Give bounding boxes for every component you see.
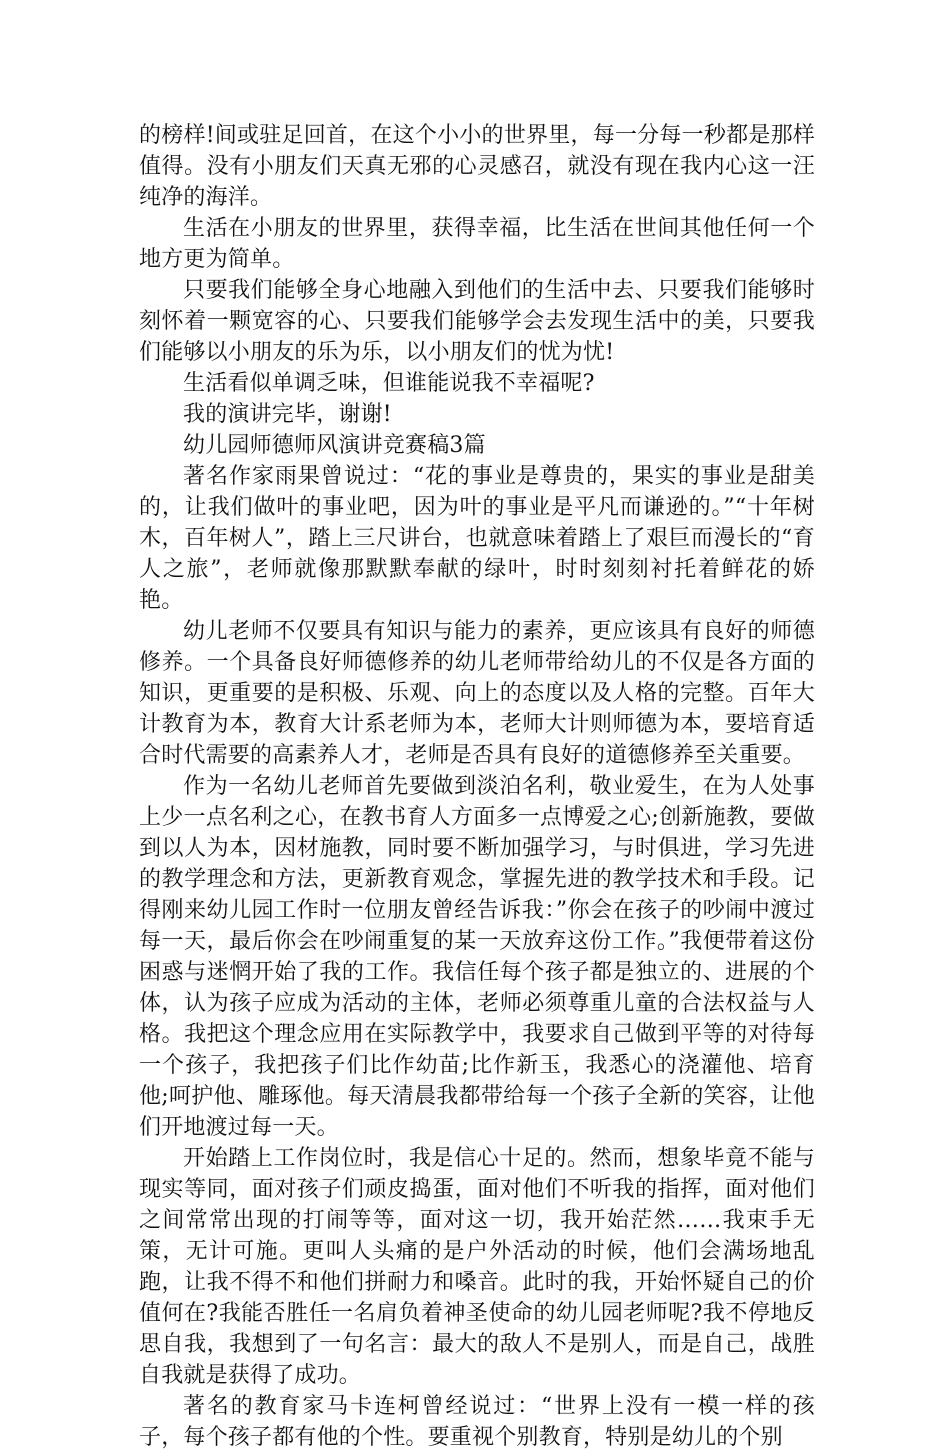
paragraph-8: 幼儿老师不仅要具有知识与能力的素养，更应该具有良好的师德修养。一个具备良好师德修养的幼儿老师带给幼儿的不仅是各方面的知识，更重要的是积极、乐观、向上的态度以及人格的完整。百年大计教育为本，教育大计系老师为本，老师大计则师德为本，要培育适合时代需要的高素养人才，老师是否具有良好的道德修养至关重要。 xyxy=(139,619,815,768)
section-title: 幼儿园师德师风演讲竞赛稿3篇 xyxy=(183,433,486,458)
paragraph-4: 生活看似单调乏味，但谁能说我不幸福呢? xyxy=(183,371,595,396)
paragraph-2: 生活在小朋友的世界里，获得幸福，比生活在世间其他任何一个地方更为简单。 xyxy=(139,216,815,272)
paragraph-1: 的榜样!间或驻足回首，在这个小小的世界里，每一分每一秒都是那样值得。没有小朋友们天真无邪的心灵感召，就没有现在我内心这一汪纯净的海洋。 xyxy=(139,123,815,210)
paragraph-11: 著名的教育家马卡连柯曾经说过：“世界上没有一模一样的孩子，每个孩子都有他的个性。要重视个别教育，特别是幼儿的个别 xyxy=(139,1394,815,1450)
paragraph-3: 只要我们能够全身心地融入到他们的生活中去、只要我们能够时刻怀着一颗宽容的心、只要我们能够学会去发现生活中的美，只要我们能够以小朋友的乐为乐，以小朋友们的忧为忧! xyxy=(139,278,815,365)
paragraph-10: 开始踏上工作岗位时，我是信心十足的。然而，想象毕竟不能与现实等同，面对孩子们顽皮捣蛋，面对他们不听我的指挥，面对他们之间常常出现的打闹等等，面对这一切，我开始茫然……我束手无策，无计可施。更叫人头痛的是户外活动的时候，他们会满场地乱跑，让我不得不和他们拼耐力和嗓音。此时的我，开始怀疑自己的价值何在?我能否胜任一名肩负着神圣使命的幼儿园老师呢?我不停地反思自我，我想到了一句名言：最大的敌人不是别人，而是自己，战胜自我就是获得了成功。 xyxy=(139,1146,815,1388)
paragraph-7: 著名作家雨果曾说过：“花的事业是尊贵的，果实的事业是甜美的，让我们做叶的事业吧，因为叶的事业是平凡而谦逊的。”“十年树木，百年树人”，踏上三尺讲台，也就意味着踏上了艰巨而漫长的“育人之旅”，老师就像那默默奉献的绿叶，时时刻刻衬托着鲜花的娇艳。 xyxy=(139,464,815,613)
paragraph-5: 我的演讲完毕，谢谢! xyxy=(183,402,392,427)
document-body xyxy=(139,120,815,1453)
paragraph-9: 作为一名幼儿老师首先要做到淡泊名利，敬业爱生，在为人处事上少一点名利之心，在教书育人方面多一点博爱之心;创新施教，要做到以人为本，因材施教，同时要不断加强学习，与时俱进，学习先进的教学理念和方法，更新教育观念，掌握先进的教学技术和手段。记得刚来幼儿园工作时一位朋友曾经告诉我：”你会在孩子的吵闹中渡过每一天，最后你会在吵闹重复的某一天放弃这份工作。”我便带着这份困惑与迷惘开始了我的工作。我信任每个孩子都是独立的、进展的个体，认为孩子应成为活动的主体，老师必须尊重儿童的合法权益与人格。我把这个理念应用在实际教学中，我要求自己做到平等的对待每一个孩子，我把孩子们比作幼苗;比作新玉，我悉心的浇灌他、培育他;呵护他、雕琢他。每天清晨我都带给每一个孩子全新的笑容，让他们开地渡过每一天。 xyxy=(139,774,815,1140)
